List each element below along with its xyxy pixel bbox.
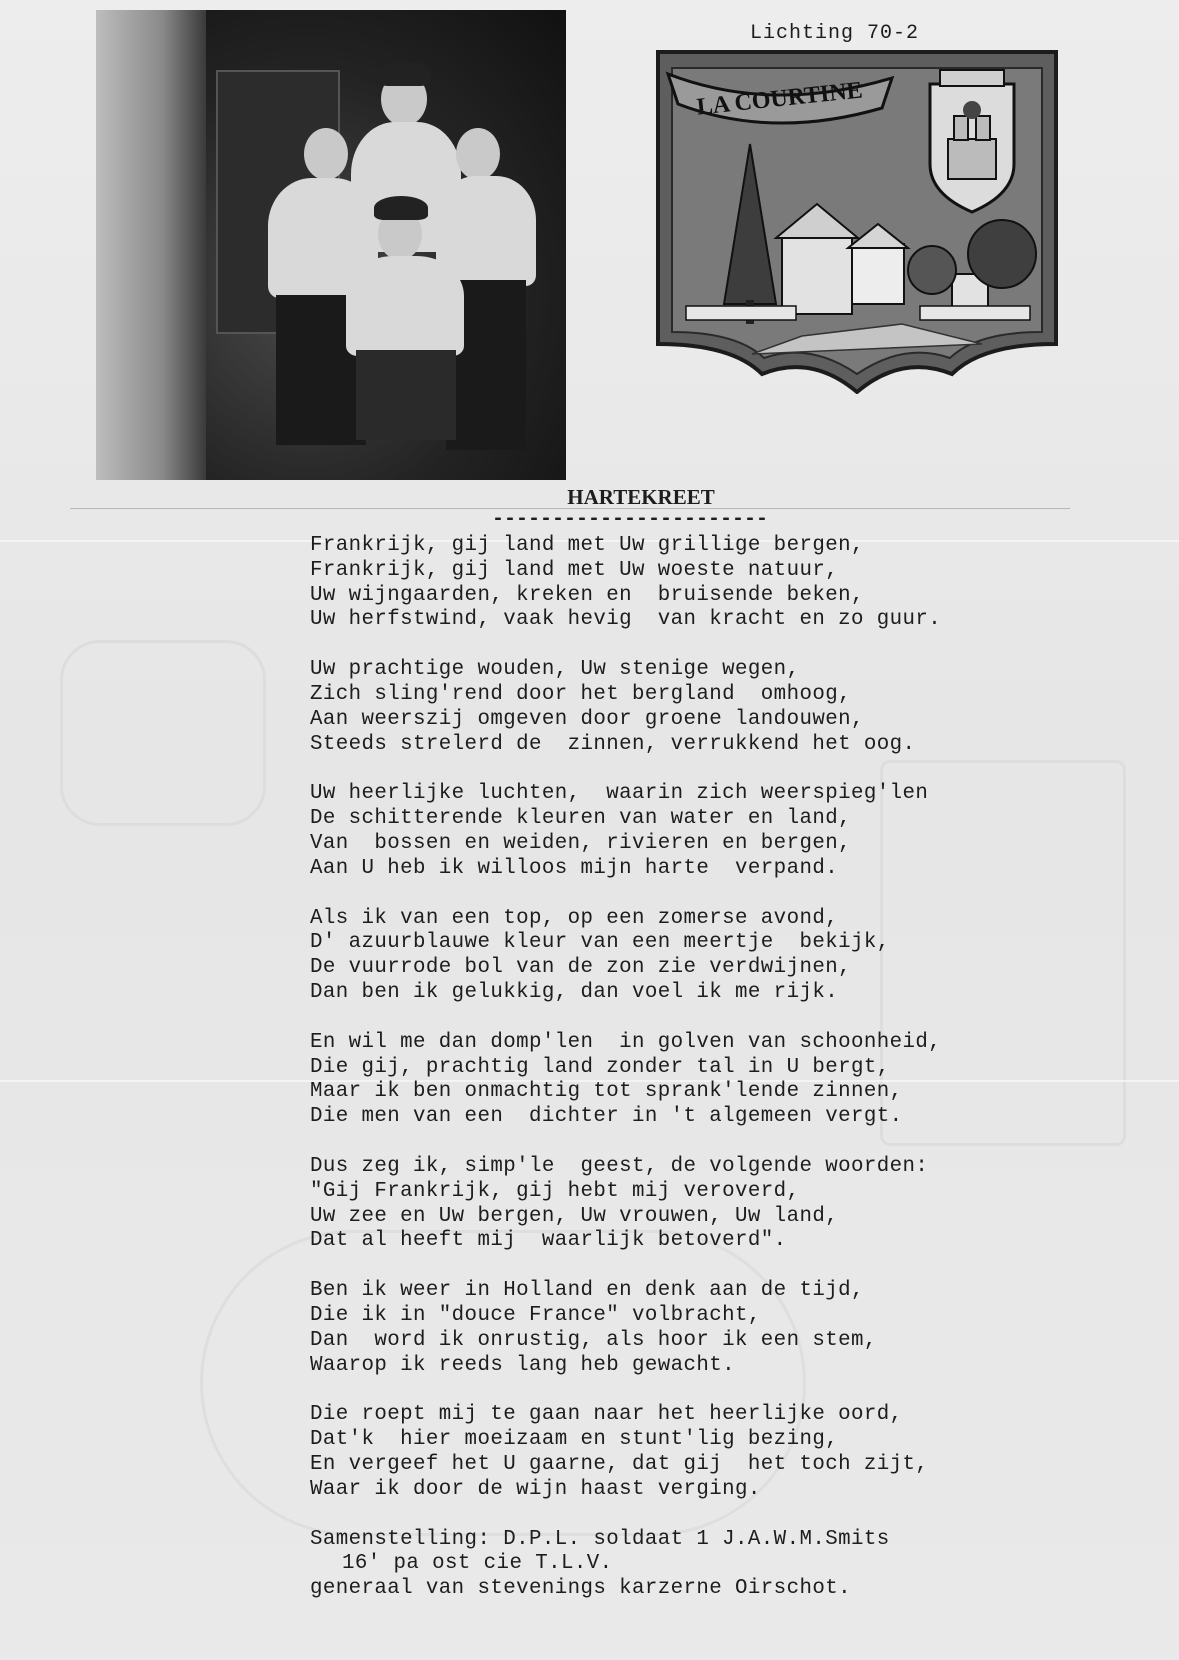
soldier-head	[456, 128, 500, 180]
poem-line: Aan U heb ik willoos mijn harte verpand.	[310, 856, 839, 880]
poem-stanza	[310, 658, 1160, 757]
photo-wall	[96, 10, 206, 480]
poem-line: Dat'k hier moeizaam en stunt'lig bezing,	[310, 1428, 839, 1452]
poem-line: D' azuurblauwe kleur van een meertje bekijk,	[310, 931, 890, 955]
poem-line: Die ik in "douce France" volbracht,	[310, 1303, 761, 1327]
poem-stanza	[310, 907, 1160, 1006]
poem-line: Uw wijngaarden, kreken en bruisende beken,	[310, 583, 864, 607]
poem-line: Die gij, prachtig land zonder tal in U bergt,	[310, 1055, 890, 1079]
poem-line: Maar ik ben onmachtig tot sprank'lende zinnen,	[310, 1080, 903, 1104]
poem-title-underline: -----------------------	[492, 508, 769, 531]
soldier	[346, 256, 464, 356]
soldier-head	[304, 128, 348, 180]
poem-line: Zich sling'rend door het bergland omhoog,	[310, 682, 851, 706]
poem-line: Uw prachtige wouden, Uw stenige wegen,	[310, 658, 800, 682]
crest-banner-text: LA COURTINE	[695, 77, 864, 121]
poem-line: Ben ik weer in Holland en denk aan de tijd,	[310, 1279, 864, 1303]
poem-line: Dan ben ik gelukkig, dan voel ik me rijk.	[310, 980, 839, 1004]
crest-label: Lichting 70-2	[750, 22, 920, 45]
poem-line: Dus zeg ik, simp'le geest, de volgende woorden:	[310, 1154, 929, 1178]
poem-line: Van bossen en weiden, rivieren en bergen,	[310, 831, 851, 855]
beret	[377, 62, 431, 86]
poem-line: Frankrijk, gij land met Uw woeste natuur,	[310, 558, 839, 582]
poem-line: Uw heerlijke luchten, waarin zich weerspieg'len	[310, 782, 929, 806]
poem-line: Waarop ik reeds lang heb gewacht.	[310, 1353, 736, 1377]
poem-stanza	[310, 1031, 1160, 1130]
poem-line: De vuurrode bol van de zon zie verdwijnen,	[310, 956, 851, 980]
ghost-image	[60, 640, 266, 826]
soldier-legs	[356, 350, 456, 440]
poem-line: Dan word ik onrustig, als hoor ik een stem,	[310, 1328, 877, 1352]
poem-line: Die men van een dichter in 't algemeen vergt.	[310, 1105, 903, 1129]
poem-line: Waar ik door de wijn haast verging.	[310, 1477, 761, 1501]
poem-line: Die roept mij te gaan naar het heerlijke oord,	[310, 1403, 903, 1427]
group-photo	[96, 10, 566, 480]
poem-line: De schitterende kleuren van water en land,	[310, 807, 851, 831]
poem-body	[310, 534, 1160, 1627]
credits-line: generaal van stevenings karzerne Oirschot.	[310, 1577, 851, 1601]
credits	[310, 1528, 1160, 1602]
poem-line: Aan weerszij omgeven door groene landouwen,	[310, 707, 864, 731]
poem-line: Steeds strelerd de zinnen, verrukkend het oog.	[310, 732, 916, 756]
poem-stanza	[310, 782, 1160, 881]
credits-line: 16' pa ost cie T.L.V.	[342, 1552, 613, 1576]
poem-line: Uw herfstwind, vaak hevig van kracht en zo guur.	[310, 608, 942, 632]
poem-stanza	[310, 1279, 1160, 1378]
poem-line: En vergeef het U gaarne, dat gij het toch zijt,	[310, 1452, 929, 1476]
poem-stanza	[310, 1403, 1160, 1502]
poem-line: En wil me dan domp'len in golven van schoonheid,	[310, 1030, 942, 1054]
credits-line: Samenstelling: D.P.L. soldaat 1 J.A.W.M.Smits	[310, 1527, 890, 1551]
poem-line: Als ik van een top, op een zomerse avond,	[310, 906, 839, 930]
beret	[374, 196, 428, 220]
poem-stanza	[310, 1155, 1160, 1254]
poem-line: Frankrijk, gij land met Uw grillige bergen,	[310, 534, 864, 557]
poem-line: Uw zee en Uw bergen, Uw vrouwen, Uw land,	[310, 1204, 839, 1228]
poem-line: Dat al heeft mij waarlijk betoverd".	[310, 1229, 787, 1253]
poem-stanza	[310, 534, 1160, 633]
poem-title: HARTEKREET	[567, 485, 715, 509]
poem-line: "Gij Frankrijk, gij hebt mij veroverd,	[310, 1179, 800, 1203]
la-courtine-crest	[652, 44, 1062, 394]
